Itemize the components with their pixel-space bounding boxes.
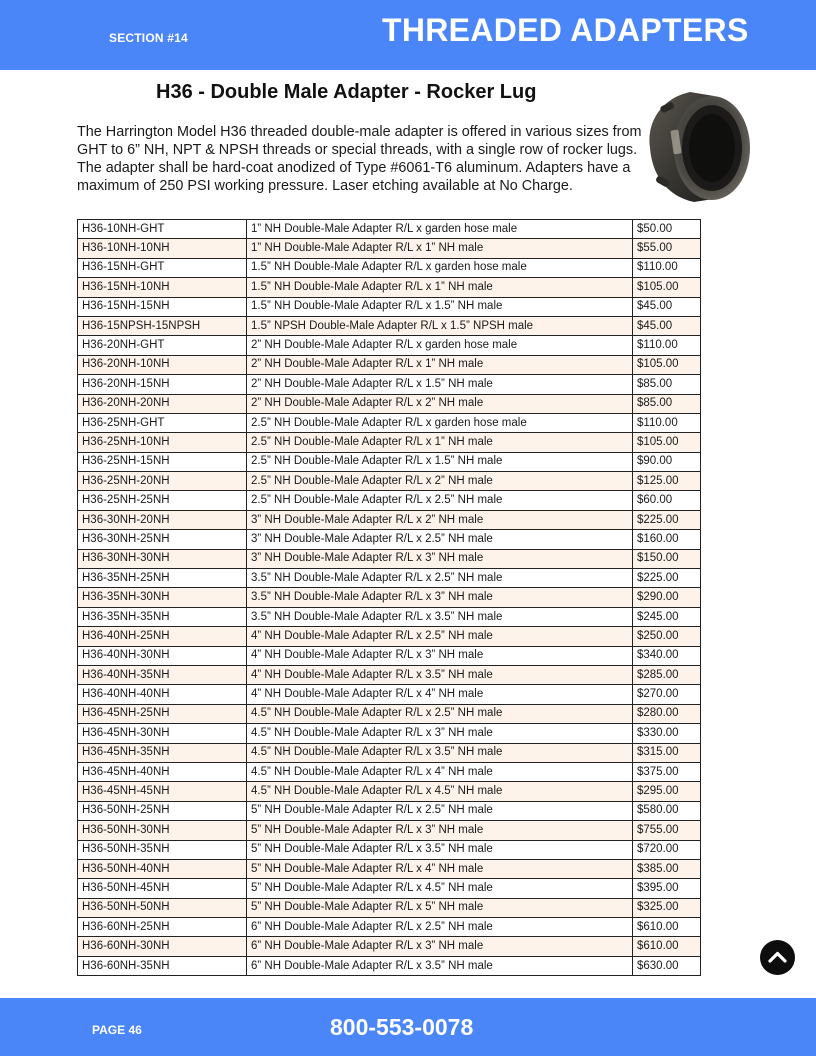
phone-number: 800-553-0078 <box>330 1014 474 1040</box>
part-number-cell: H36-35NH-35NH <box>78 607 247 626</box>
price-cell: $85.00 <box>633 394 701 413</box>
description-cell: 1.5” NH Double-Male Adapter R/L x 1.5” NH male <box>247 297 633 316</box>
price-cell: $105.00 <box>633 278 701 297</box>
description-cell: 4” NH Double-Male Adapter R/L x 4” NH male <box>247 685 633 704</box>
description-cell: 5” NH Double-Male Adapter R/L x 5” NH male <box>247 898 633 917</box>
price-cell: $110.00 <box>633 258 701 277</box>
price-cell: $375.00 <box>633 762 701 781</box>
part-number-cell: H36-15NH-GHT <box>78 258 247 277</box>
table-row <box>78 956 701 975</box>
table-row <box>78 918 701 937</box>
table-row <box>78 782 701 801</box>
part-number-cell: H36-45NH-30NH <box>78 724 247 743</box>
price-cell: $110.00 <box>633 413 701 432</box>
table-row <box>78 278 701 297</box>
description-cell: 2.5” NH Double-Male Adapter R/L x garden hose male <box>247 413 633 432</box>
product-title: H36 - Double Male Adapter - Rocker Lug <box>156 81 537 103</box>
part-number-cell: H36-60NH-30NH <box>78 937 247 956</box>
description-cell: 6” NH Double-Male Adapter R/L x 3.5” NH male <box>247 956 633 975</box>
section-label: SECTION #14 <box>109 31 188 45</box>
table-row <box>78 724 701 743</box>
price-cell: $610.00 <box>633 918 701 937</box>
part-number-cell: H36-45NH-25NH <box>78 704 247 723</box>
description-cell: 4.5” NH Double-Male Adapter R/L x 2.5” NH male <box>247 704 633 723</box>
price-cell: $60.00 <box>633 491 701 510</box>
table-row <box>78 762 701 781</box>
part-number-cell: H36-30NH-20NH <box>78 510 247 529</box>
part-number-cell: H36-45NH-45NH <box>78 782 247 801</box>
description-cell: 5” NH Double-Male Adapter R/L x 3” NH male <box>247 821 633 840</box>
part-number-cell: H36-25NH-10NH <box>78 433 247 452</box>
price-cell: $85.00 <box>633 375 701 394</box>
table-row <box>78 859 701 878</box>
description-cell: 4.5” NH Double-Male Adapter R/L x 4.5” NH male <box>247 782 633 801</box>
price-cell: $325.00 <box>633 898 701 917</box>
description-cell: 3” NH Double-Male Adapter R/L x 3” NH male <box>247 549 633 568</box>
table-row <box>78 258 701 277</box>
table-row <box>78 239 701 258</box>
part-number-cell: H36-20NH-15NH <box>78 375 247 394</box>
price-cell: $50.00 <box>633 220 701 239</box>
price-cell: $755.00 <box>633 821 701 840</box>
description-cell: 3.5” NH Double-Male Adapter R/L x 3” NH male <box>247 588 633 607</box>
double-male-adapter-photo <box>636 86 758 208</box>
description-cell: 4” NH Double-Male Adapter R/L x 3.5” NH male <box>247 665 633 684</box>
table-row <box>78 665 701 684</box>
description-cell: 1” NH Double-Male Adapter R/L x garden hose male <box>247 220 633 239</box>
part-number-cell: H36-40NH-30NH <box>78 646 247 665</box>
price-cell: $150.00 <box>633 549 701 568</box>
description-cell: 4.5” NH Double-Male Adapter R/L x 3” NH male <box>247 724 633 743</box>
description-cell: 3.5” NH Double-Male Adapter R/L x 2.5” NH male <box>247 569 633 588</box>
price-cell: $630.00 <box>633 956 701 975</box>
table-row <box>78 898 701 917</box>
price-cell: $330.00 <box>633 724 701 743</box>
part-number-cell: H36-35NH-25NH <box>78 569 247 588</box>
price-cell: $245.00 <box>633 607 701 626</box>
part-number-cell: H36-20NH-10NH <box>78 355 247 374</box>
scroll-to-top-button[interactable] <box>760 940 795 975</box>
price-cell: $580.00 <box>633 801 701 820</box>
table-row <box>78 801 701 820</box>
table-row <box>78 704 701 723</box>
footer-bar <box>0 998 816 1056</box>
header-bar <box>0 0 816 70</box>
price-cell: $45.00 <box>633 297 701 316</box>
part-number-cell: H36-25NH-20NH <box>78 472 247 491</box>
description-cell: 2” NH Double-Male Adapter R/L x garden hose male <box>247 336 633 355</box>
price-cell: $55.00 <box>633 239 701 258</box>
price-cell: $280.00 <box>633 704 701 723</box>
table-row <box>78 433 701 452</box>
description-cell: 2” NH Double-Male Adapter R/L x 1” NH male <box>247 355 633 374</box>
price-cell: $395.00 <box>633 879 701 898</box>
part-number-cell: H36-35NH-30NH <box>78 588 247 607</box>
part-number-cell: H36-25NH-GHT <box>78 413 247 432</box>
table-row <box>78 336 701 355</box>
price-cell: $295.00 <box>633 782 701 801</box>
part-number-cell: H36-50NH-40NH <box>78 859 247 878</box>
part-number-cell: H36-20NH-20NH <box>78 394 247 413</box>
part-number-cell: H36-10NH-10NH <box>78 239 247 258</box>
description-cell: 3” NH Double-Male Adapter R/L x 2” NH male <box>247 510 633 529</box>
table-row <box>78 491 701 510</box>
price-cell: $290.00 <box>633 588 701 607</box>
price-cell: $285.00 <box>633 665 701 684</box>
price-cell: $720.00 <box>633 840 701 859</box>
table-row <box>78 472 701 491</box>
table-row <box>78 452 701 471</box>
description-cell: 4” NH Double-Male Adapter R/L x 3” NH male <box>247 646 633 665</box>
part-number-cell: H36-50NH-30NH <box>78 821 247 840</box>
part-number-cell: H36-15NH-10NH <box>78 278 247 297</box>
part-number-cell: H36-25NH-25NH <box>78 491 247 510</box>
table-row <box>78 569 701 588</box>
table-row <box>78 355 701 374</box>
price-cell: $105.00 <box>633 355 701 374</box>
price-cell: $250.00 <box>633 627 701 646</box>
part-number-cell: H36-45NH-40NH <box>78 762 247 781</box>
table-row <box>78 879 701 898</box>
table-row <box>78 297 701 316</box>
page-title: THREADED ADAPTERS <box>382 12 749 48</box>
description-cell: 6” NH Double-Male Adapter R/L x 2.5” NH male <box>247 918 633 937</box>
part-number-cell: H36-25NH-15NH <box>78 452 247 471</box>
description-cell: 1.5” NH Double-Male Adapter R/L x 1” NH male <box>247 278 633 297</box>
price-cell: $110.00 <box>633 336 701 355</box>
part-number-cell: H36-10NH-GHT <box>78 220 247 239</box>
table-row <box>78 821 701 840</box>
table-row <box>78 413 701 432</box>
table-row <box>78 375 701 394</box>
part-number-cell: H36-50NH-25NH <box>78 801 247 820</box>
part-number-cell: H36-60NH-35NH <box>78 956 247 975</box>
description-cell: 2” NH Double-Male Adapter R/L x 2” NH male <box>247 394 633 413</box>
description-cell: 2.5” NH Double-Male Adapter R/L x 1.5” NH male <box>247 452 633 471</box>
price-cell: $90.00 <box>633 452 701 471</box>
part-number-cell: H36-30NH-25NH <box>78 530 247 549</box>
part-number-cell: H36-50NH-35NH <box>78 840 247 859</box>
price-cell: $315.00 <box>633 743 701 762</box>
table-row <box>78 394 701 413</box>
page-number: PAGE 46 <box>92 1023 142 1037</box>
part-number-cell: H36-15NH-15NH <box>78 297 247 316</box>
price-cell: $385.00 <box>633 859 701 878</box>
table-row <box>78 220 701 239</box>
description-cell: 1.5” NH Double-Male Adapter R/L x garden hose male <box>247 258 633 277</box>
price-table <box>77 219 700 976</box>
description-cell: 6” NH Double-Male Adapter R/L x 3” NH male <box>247 937 633 956</box>
table-row <box>78 743 701 762</box>
part-number-cell: H36-40NH-40NH <box>78 685 247 704</box>
table-row <box>78 937 701 956</box>
price-cell: $225.00 <box>633 510 701 529</box>
table-row <box>78 607 701 626</box>
part-number-cell: H36-60NH-25NH <box>78 918 247 937</box>
description-cell: 2.5” NH Double-Male Adapter R/L x 1” NH male <box>247 433 633 452</box>
price-cell: $125.00 <box>633 472 701 491</box>
price-cell: $160.00 <box>633 530 701 549</box>
part-number-cell: H36-45NH-35NH <box>78 743 247 762</box>
price-cell: $45.00 <box>633 316 701 335</box>
part-number-cell: H36-30NH-30NH <box>78 549 247 568</box>
table-row <box>78 549 701 568</box>
part-number-cell: H36-50NH-50NH <box>78 898 247 917</box>
price-cell: $105.00 <box>633 433 701 452</box>
part-number-cell: H36-15NPSH-15NPSH <box>78 316 247 335</box>
table-row <box>78 685 701 704</box>
part-number-cell: H36-50NH-45NH <box>78 879 247 898</box>
chevron-up-icon <box>760 940 795 975</box>
table-row <box>78 530 701 549</box>
part-number-cell: H36-40NH-35NH <box>78 665 247 684</box>
description-cell: 5” NH Double-Male Adapter R/L x 4” NH male <box>247 859 633 878</box>
description-cell: 3” NH Double-Male Adapter R/L x 2.5” NH male <box>247 530 633 549</box>
table-row <box>78 840 701 859</box>
table-row <box>78 510 701 529</box>
table-row <box>78 646 701 665</box>
description-cell: 4.5” NH Double-Male Adapter R/L x 4” NH male <box>247 762 633 781</box>
description-cell: 1.5” NPSH Double-Male Adapter R/L x 1.5” NPSH male <box>247 316 633 335</box>
price-cell: $225.00 <box>633 569 701 588</box>
description-cell: 3.5” NH Double-Male Adapter R/L x 3.5” NH male <box>247 607 633 626</box>
table-row <box>78 627 701 646</box>
description-cell: 5” NH Double-Male Adapter R/L x 2.5” NH male <box>247 801 633 820</box>
description-cell: 2.5” NH Double-Male Adapter R/L x 2.5” NH male <box>247 491 633 510</box>
price-cell: $270.00 <box>633 685 701 704</box>
description-cell: 1” NH Double-Male Adapter R/L x 1” NH male <box>247 239 633 258</box>
part-number-cell: H36-40NH-25NH <box>78 627 247 646</box>
description-cell: 4” NH Double-Male Adapter R/L x 2.5” NH male <box>247 627 633 646</box>
description-cell: 5” NH Double-Male Adapter R/L x 4.5” NH male <box>247 879 633 898</box>
price-cell: $610.00 <box>633 937 701 956</box>
product-description: The Harrington Model H36 threaded double-male adapter is offered in various sizes from GHT to 6” NH, NPT & NPSH threads or special threads, with a single row of rocker lugs. The adapter shall be hard-coat anodized of Type #6061-T6 aluminum. Adapters have a maximum of 250 PSI working pressure. Laser etching available at No Charge. <box>77 124 642 194</box>
description-cell: 5” NH Double-Male Adapter R/L x 3.5” NH male <box>247 840 633 859</box>
part-number-cell: H36-20NH-GHT <box>78 336 247 355</box>
table-row <box>78 316 701 335</box>
description-cell: 2” NH Double-Male Adapter R/L x 1.5” NH male <box>247 375 633 394</box>
description-cell: 2.5” NH Double-Male Adapter R/L x 2” NH male <box>247 472 633 491</box>
price-cell: $340.00 <box>633 646 701 665</box>
description-cell: 4.5” NH Double-Male Adapter R/L x 3.5” NH male <box>247 743 633 762</box>
table-row <box>78 588 701 607</box>
